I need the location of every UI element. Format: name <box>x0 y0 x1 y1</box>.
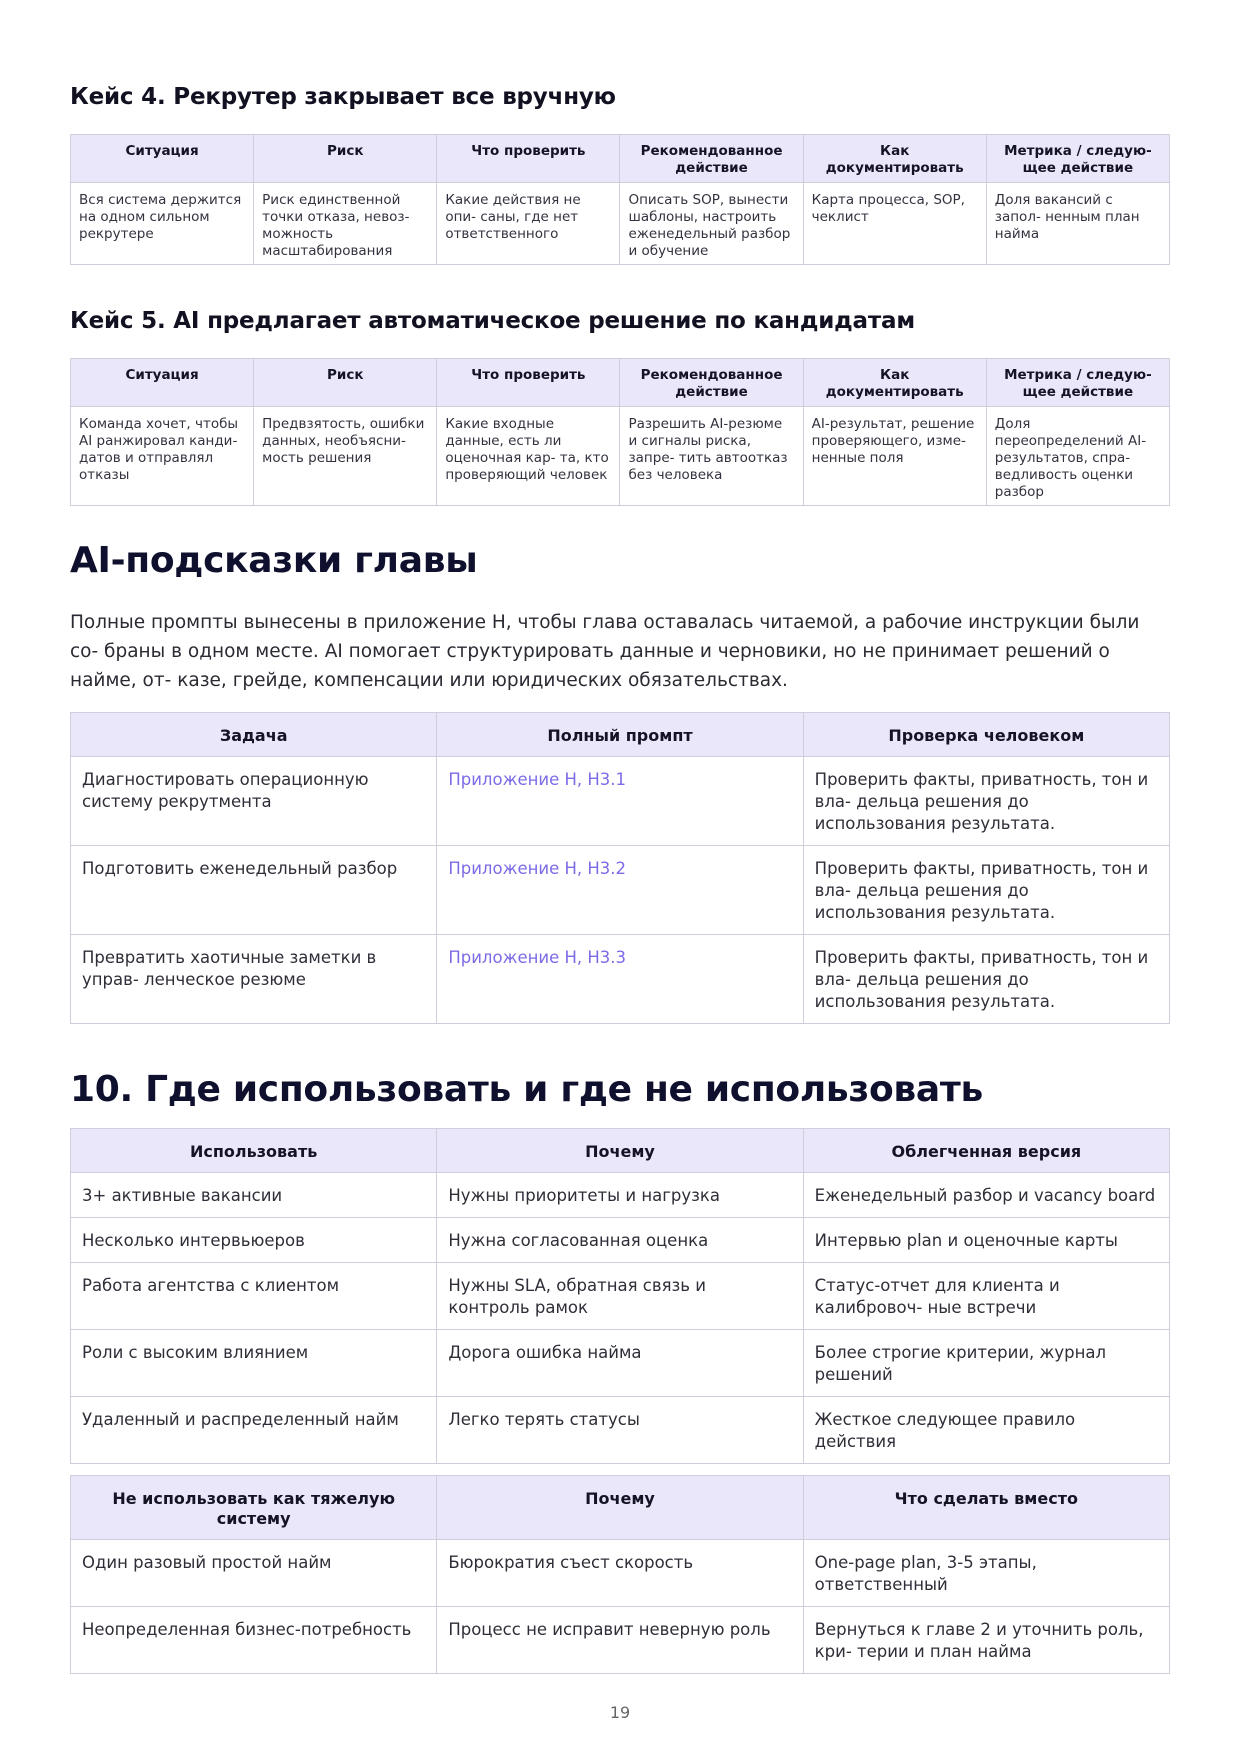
column-header: Не использовать как тяжелую систему <box>71 1476 437 1540</box>
table-cell: Проверить факты, приватность, тон и вла- дельца решения до использования результата. <box>803 846 1169 935</box>
table-cell: Дорога ошибка найма <box>437 1330 803 1397</box>
table-row <box>71 757 1170 846</box>
column-header: Ситуация <box>71 359 254 407</box>
column-header: Проверка человеком <box>803 713 1169 757</box>
table-header-row <box>71 1476 1170 1540</box>
table-cell <box>437 757 803 846</box>
table-cell: Статус-отчет для клиента и калибровоч- ные встречи <box>803 1263 1169 1330</box>
table-cell <box>437 935 803 1024</box>
table-cell: Удаленный и распределенный найм <box>71 1397 437 1464</box>
table-cell: Подготовить еженедельный разбор <box>71 846 437 935</box>
table-row <box>71 407 1170 506</box>
column-header: Почему <box>437 1476 803 1540</box>
table-cell: AI-результат, решение проверяющего, изме- ненные поля <box>803 407 986 506</box>
table-cell: Доля вакансий с запол- ненным план найма <box>986 183 1169 265</box>
column-header: Как документировать <box>803 135 986 183</box>
table-cell: Еженедельный разбор и vacancy board <box>803 1173 1169 1218</box>
table-row <box>71 1540 1170 1607</box>
table-cell: Команда хочет, чтобы AI ранжировал канди- датов и отправлял отказы <box>71 407 254 506</box>
table-cell: Процесс не исправит неверную роль <box>437 1607 803 1674</box>
section-10-heading: 10. Где использовать и где не использовать <box>70 1069 983 1110</box>
table-cell: Роли с высоким влиянием <box>71 1330 437 1397</box>
table-cell: 3+ активные вакансии <box>71 1173 437 1218</box>
table-cell: Жесткое следующее правило действия <box>803 1397 1169 1464</box>
column-header: Как документировать <box>803 359 986 407</box>
table-cell: Нужна согласованная оценка <box>437 1218 803 1263</box>
column-header: Метрика / следую- щее действие <box>986 135 1169 183</box>
case-4-title: Кейс 4. Рекрутер закрывает все вручную <box>70 84 616 110</box>
column-header: Что проверить <box>437 359 620 407</box>
table-cell <box>437 846 803 935</box>
ai-hints-intro: Полные промпты вынесены в приложение H, чтобы глава оставалась читаемой, а рабочие инструкции были со- браны в одном месте. AI помогает структурировать данные и черновики, но не принимает решений о найме, от- казе, грейде, компенсации или юридических обязательствах. <box>70 612 1140 691</box>
table-row <box>71 935 1170 1024</box>
table-cell: Неопределенная бизнес-потребность <box>71 1607 437 1674</box>
column-header: Ситуация <box>71 135 254 183</box>
table-cell: Более строгие критерии, журнал решений <box>803 1330 1169 1397</box>
table-header-row <box>71 1129 1170 1173</box>
column-header: Риск <box>254 135 437 183</box>
column-header: Риск <box>254 359 437 407</box>
ai-hints-heading: AI-подсказки главы <box>70 540 478 581</box>
table-cell: Легко терять статусы <box>437 1397 803 1464</box>
table-row <box>71 1218 1170 1263</box>
column-header: Использовать <box>71 1129 437 1173</box>
table-cell: Риск единственной точки отказа, невоз- можность масштабирования <box>254 183 437 265</box>
table-cell: Описать SOP, вынести шаблоны, настроить еженедельный разбор и обучение <box>620 183 803 265</box>
case-5-table <box>70 358 1170 506</box>
column-header: Метрика / следую- щее действие <box>986 359 1169 407</box>
table-row <box>71 1330 1170 1397</box>
avoid-table <box>70 1475 1170 1674</box>
table-header-row <box>71 135 1170 183</box>
prompt-link[interactable]: Приложение H, H3.3 <box>448 948 627 967</box>
table-cell: Вся система держится на одном сильном рекрутере <box>71 183 254 265</box>
table-cell: Диагностировать операционную систему рекрутмента <box>71 757 437 846</box>
table-cell: Интервью plan и оценочные карты <box>803 1218 1169 1263</box>
table-cell: Предвзятость, ошибки данных, необъясни- мость решения <box>254 407 437 506</box>
ai-hints-table <box>70 712 1170 1024</box>
column-header: Почему <box>437 1129 803 1173</box>
column-header: Что сделать вместо <box>803 1476 1169 1540</box>
case-5-title: Кейс 5. AI предлагает автоматическое решение по кандидатам <box>70 308 915 334</box>
table-cell: Вернуться к главе 2 и уточнить роль, кри- терии и план найма <box>803 1607 1169 1674</box>
table-cell: Нужны SLA, обратная связь и контроль рамок <box>437 1263 803 1330</box>
table-cell: Один разовый простой найм <box>71 1540 437 1607</box>
column-header: Рекомендованное действие <box>620 359 803 407</box>
table-cell: Проверить факты, приватность, тон и вла- дельца решения до использования результата. <box>803 935 1169 1024</box>
prompt-link[interactable]: Приложение H, H3.2 <box>448 859 627 878</box>
table-cell: Превратить хаотичные заметки в управ- ленческое резюме <box>71 935 437 1024</box>
table-row <box>71 1397 1170 1464</box>
column-header: Рекомендованное действие <box>620 135 803 183</box>
table-row <box>71 1263 1170 1330</box>
table-cell: Проверить факты, приватность, тон и вла- дельца решения до использования результата. <box>803 757 1169 846</box>
page-number: 19 <box>609 1703 631 1722</box>
table-cell: Бюрократия съест скорость <box>437 1540 803 1607</box>
table-cell: Нужны приоритеты и нагрузка <box>437 1173 803 1218</box>
table-cell: Несколько интервьюеров <box>71 1218 437 1263</box>
table-header-row <box>71 359 1170 407</box>
prompt-link[interactable]: Приложение H, H3.1 <box>448 770 627 789</box>
column-header: Задача <box>71 713 437 757</box>
column-header: Полный промпт <box>437 713 803 757</box>
table-cell: Доля переопределений AI-результатов, спра- ведливость оценки разбор <box>986 407 1169 506</box>
table-cell: Какие входные данные, есть ли оценочная кар- та, кто проверяющий человек <box>437 407 620 506</box>
table-header-row <box>71 713 1170 757</box>
table-cell: Работа агентства с клиентом <box>71 1263 437 1330</box>
table-row <box>71 846 1170 935</box>
table-cell: One-page plan, 3-5 этапы, ответственный <box>803 1540 1169 1607</box>
use-table <box>70 1128 1170 1464</box>
table-row <box>71 183 1170 265</box>
table-row <box>71 1607 1170 1674</box>
case-4-table <box>70 134 1170 265</box>
table-cell: Какие действия не опи- саны, где нет ответственного <box>437 183 620 265</box>
table-cell: Карта процесса, SOP, чеклист <box>803 183 986 265</box>
column-header: Облегченная версия <box>803 1129 1169 1173</box>
table-cell: Разрешить AI-резюме и сигналы риска, запре- тить автоотказ без человека <box>620 407 803 506</box>
table-row <box>71 1173 1170 1218</box>
column-header: Что проверить <box>437 135 620 183</box>
